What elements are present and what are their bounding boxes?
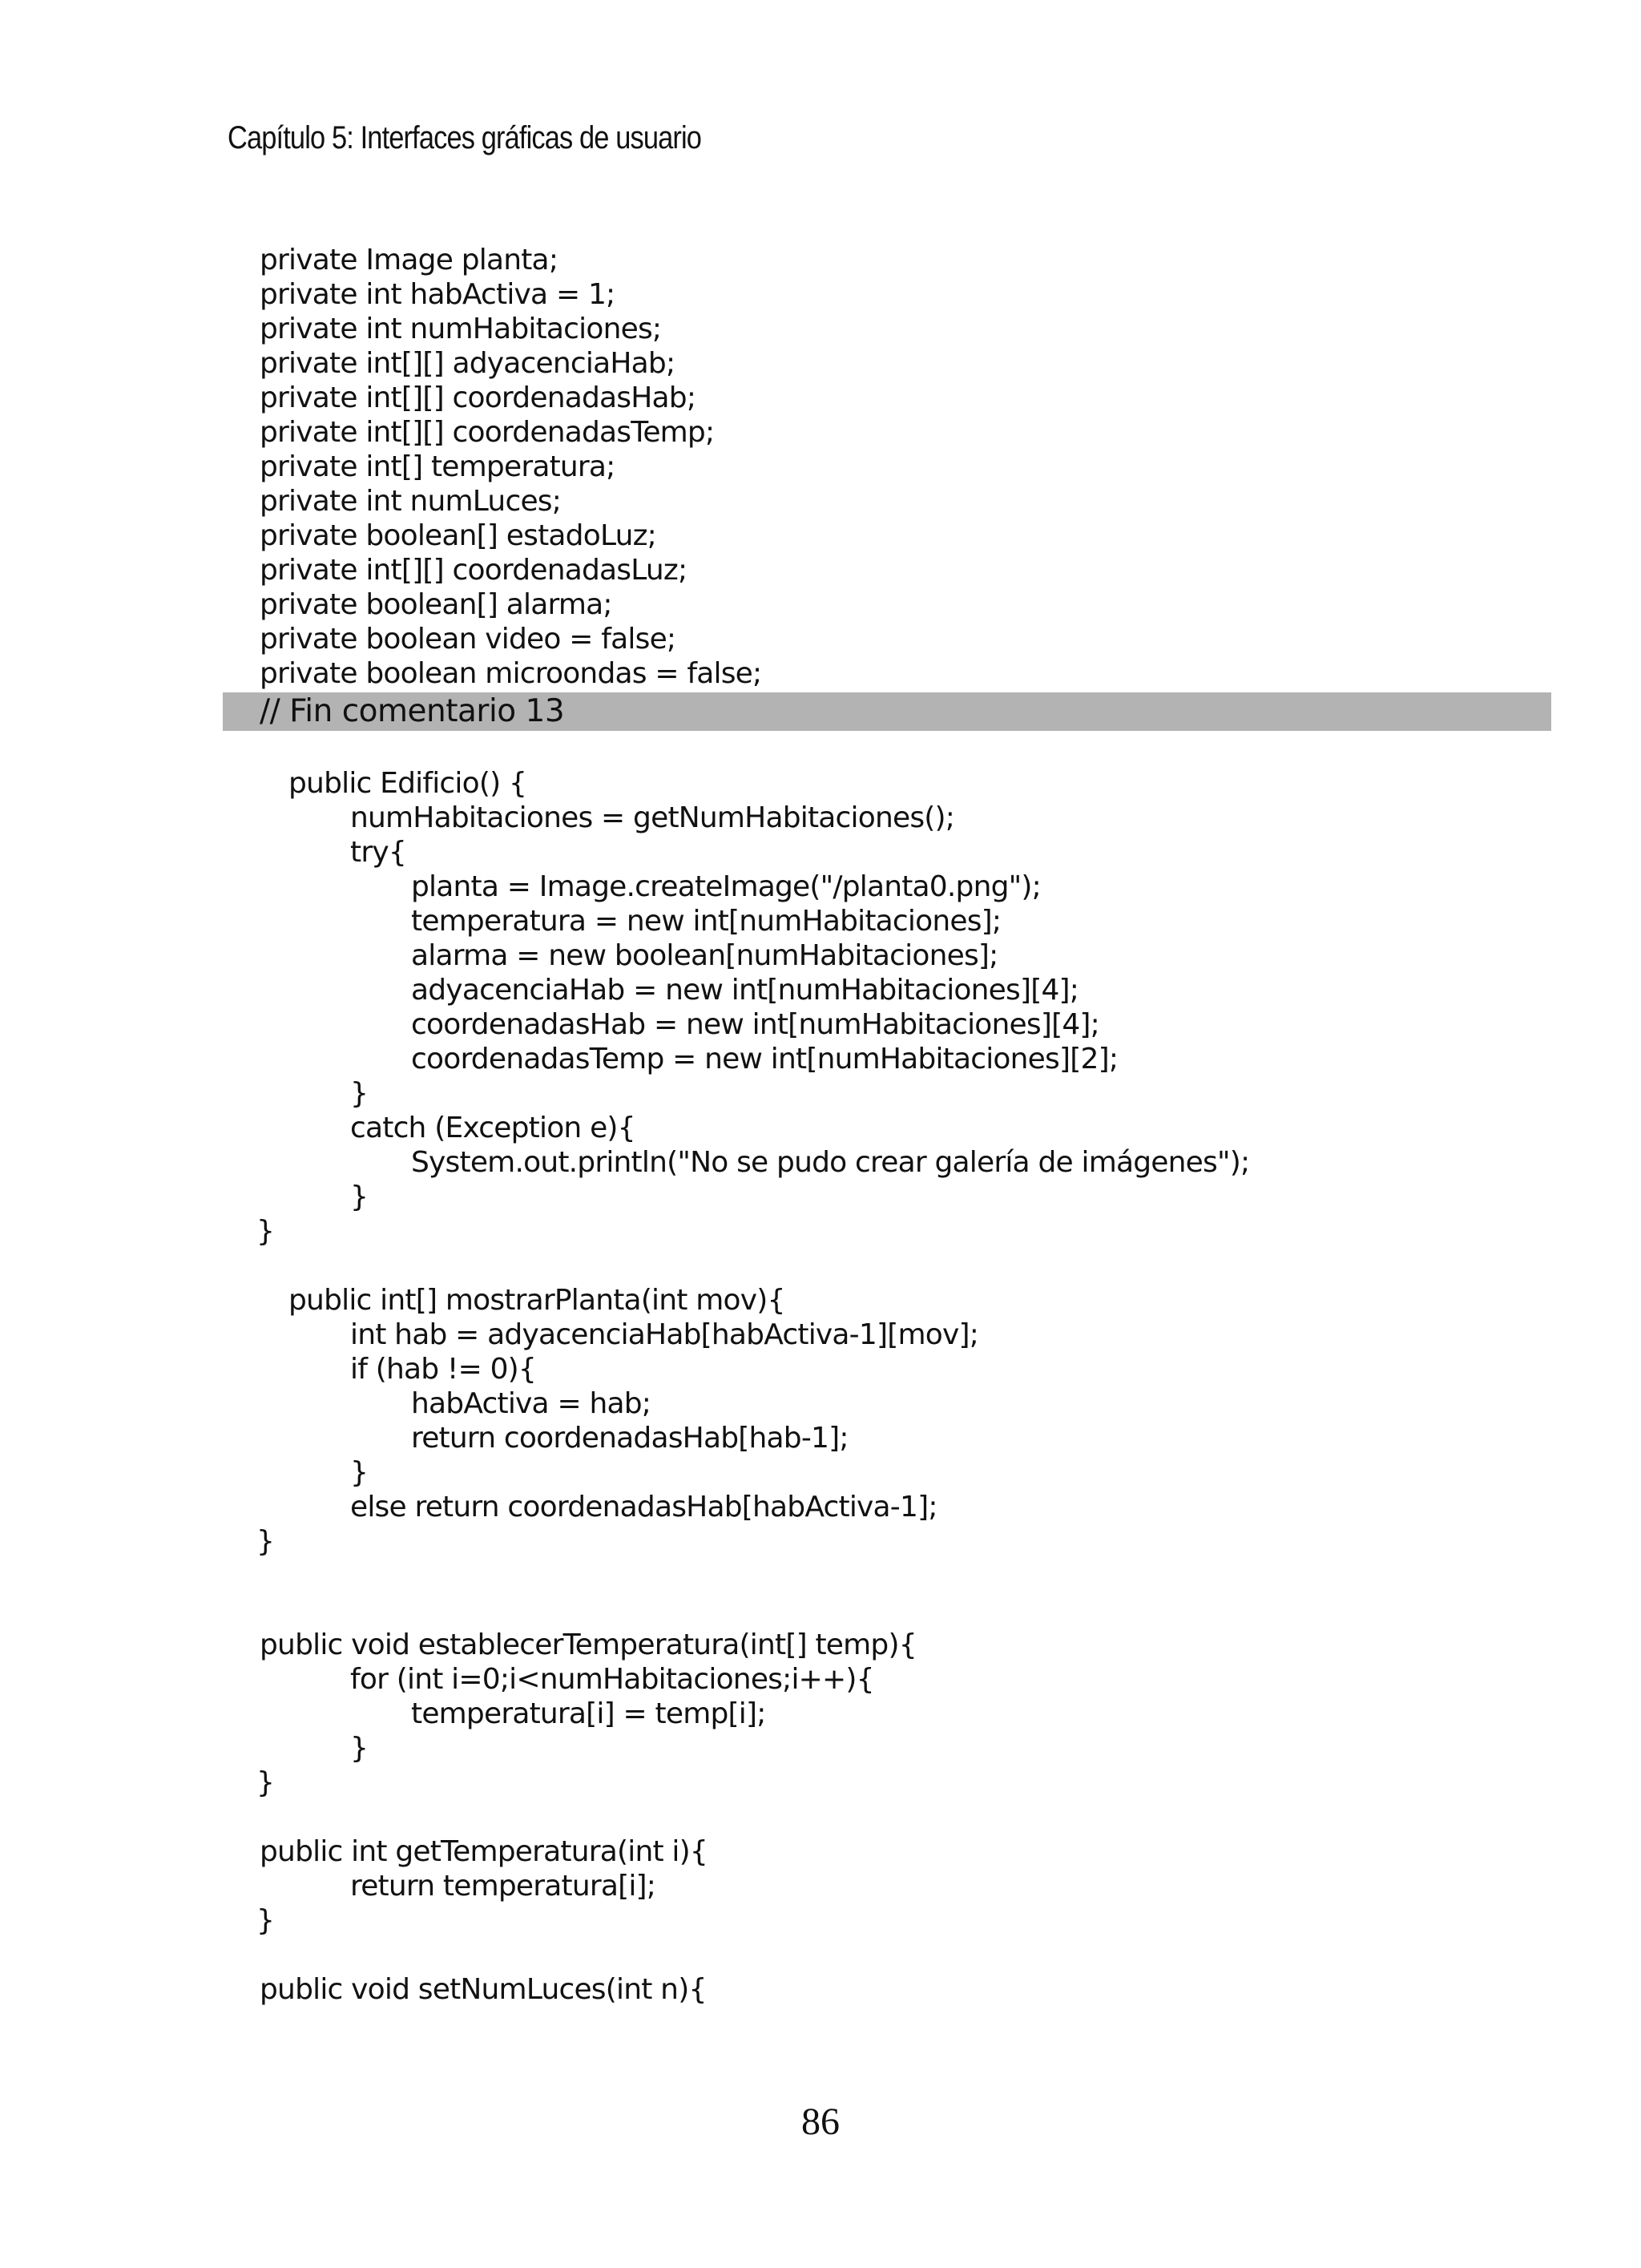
code-line: private int[][] coordenadasTemp; (260, 416, 715, 449)
code-line: private int numLuces; (260, 485, 562, 518)
code-line: public Edificio() { (288, 767, 527, 800)
code-line: public int getTemperatura(int i){ (260, 1835, 708, 1868)
code-line: private boolean[] estadoLuz; (260, 519, 657, 552)
code-line: } (256, 1525, 275, 1558)
code-line: private boolean microondas = false; (260, 657, 762, 690)
code-line: public void establecerTemperatura(int[] temp){ (260, 1628, 917, 1661)
code-line: private int[][] coordenadasHab; (260, 381, 696, 414)
code-line: numHabitaciones = getNumHabitaciones(); (350, 801, 955, 834)
code-line: private Image planta; (260, 244, 558, 276)
code-line: return temperatura[i]; (350, 1870, 656, 1903)
code-line: } (350, 1456, 369, 1489)
code-line: private int[][] adyacenciaHab; (260, 347, 675, 380)
code-line: habActiva = hab; (411, 1387, 651, 1420)
code-line: } (256, 1215, 275, 1248)
code-line: private int habActiva = 1; (260, 278, 615, 311)
code-line: coordenadasHab = new int[numHabitaciones][4]; (411, 1008, 1099, 1041)
code-line: return coordenadasHab[hab-1]; (411, 1422, 849, 1455)
code-line: private int[][] coordenadasLuz; (260, 554, 687, 587)
code-line: } (350, 1180, 369, 1213)
code-line: public void setNumLuces(int n){ (260, 1973, 707, 2006)
code-line: private int numHabitaciones; (260, 313, 662, 345)
code-line: catch (Exception e){ (350, 1112, 635, 1144)
code-line: temperatura[i] = temp[i]; (411, 1697, 766, 1730)
code-line: } (350, 1732, 369, 1765)
code-line: adyacenciaHab = new int[numHabitaciones][4]; (411, 974, 1079, 1007)
code-line: for (int i=0;i<numHabitaciones;i++){ (350, 1663, 874, 1696)
running-header: Capítulo 5: Interfaces gráficas de usuario (228, 120, 702, 155)
code-line: private boolean video = false; (260, 623, 676, 656)
code-line: } (350, 1077, 369, 1110)
comment-line: // Fin comentario 13 (260, 693, 565, 729)
code-line: } (256, 1766, 275, 1799)
code-line: coordenadasTemp = new int[numHabitaciones][2]; (411, 1043, 1119, 1075)
code-line: planta = Image.createImage("/planta0.png"); (411, 870, 1042, 903)
code-line: try{ (350, 836, 406, 869)
code-line: temperatura = new int[numHabitaciones]; (411, 905, 1002, 938)
code-line: private int[] temperatura; (260, 450, 615, 483)
code-line: else return coordenadasHab[habActiva-1]; (350, 1491, 937, 1523)
code-line: int hab = adyacenciaHab[habActiva-1][mov]; (350, 1318, 979, 1351)
page-number: 86 (801, 2101, 840, 2143)
code-line: if (hab != 0){ (350, 1353, 537, 1386)
code-line: public int[] mostrarPlanta(int mov){ (288, 1284, 785, 1317)
code-line: alarma = new boolean[numHabitaciones]; (411, 939, 998, 972)
code-line: private boolean[] alarma; (260, 588, 612, 621)
code-line: } (256, 1904, 275, 1937)
code-line: System.out.println("No se pudo crear galería de imágenes"); (411, 1146, 1250, 1179)
